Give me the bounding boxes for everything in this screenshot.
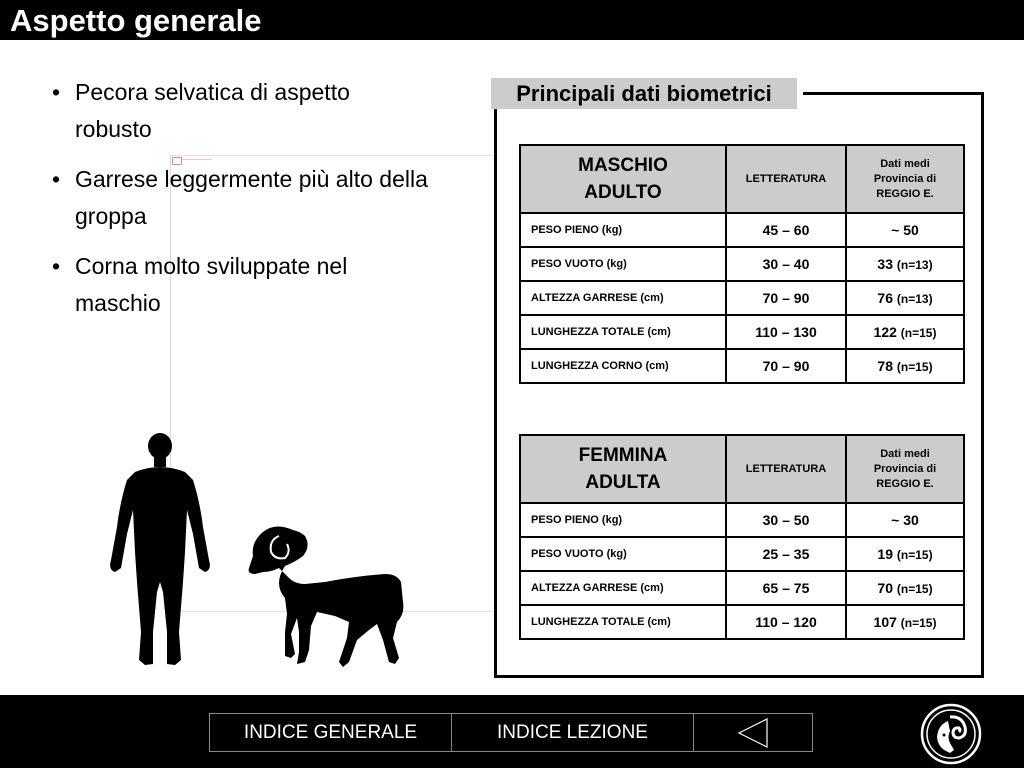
literature-value: 45 – 60 xyxy=(726,213,846,247)
column-header-line: REGGIO E. xyxy=(876,477,934,490)
literature-value: 65 – 75 xyxy=(726,571,846,605)
sample-size-note: (n=15) xyxy=(896,548,933,562)
province-value: 76 xyxy=(877,290,893,306)
bullet-text: Pecora selvatica di aspetto robusto xyxy=(75,79,350,142)
sample-size-note: (n=13) xyxy=(896,292,933,306)
sample-size-note: (n=13) xyxy=(896,258,933,272)
sample-size-note: (n=15) xyxy=(900,616,937,630)
female-biometrics-table xyxy=(519,434,965,640)
navigation-bar xyxy=(209,713,813,752)
province-value: 70 xyxy=(877,580,893,596)
literature-value: 110 – 130 xyxy=(726,315,846,349)
literature-value: 110 – 120 xyxy=(726,605,846,639)
bullet-item xyxy=(52,161,432,235)
bullet-list xyxy=(52,74,432,335)
general-index-button[interactable]: INDICE GENERALE xyxy=(210,714,452,751)
province-value: 122 xyxy=(873,324,897,340)
province-value-cell xyxy=(846,537,964,571)
province-value-cell xyxy=(846,571,964,605)
province-value: ~ 30 xyxy=(891,512,919,528)
bullet-marker: • xyxy=(52,79,61,105)
literature-value: 70 – 90 xyxy=(726,349,846,383)
row-label: PESO VUOTO (kg) xyxy=(520,247,726,281)
row-label: ALTEZZA GARRESE (cm) xyxy=(520,571,726,605)
province-value: 19 xyxy=(877,546,893,562)
column-header-line: Provincia di xyxy=(873,462,937,475)
panel-title: Principali dati biometrici xyxy=(516,81,772,106)
table-row xyxy=(520,247,964,281)
back-button[interactable] xyxy=(694,714,812,751)
province-value-cell xyxy=(846,213,964,247)
table-title-cell xyxy=(520,435,726,503)
table-row xyxy=(520,281,964,315)
row-label: LUNGHEZZA TOTALE (cm) xyxy=(520,315,726,349)
sample-size-note: (n=15) xyxy=(896,582,933,596)
column-header-literature: LETTERATURA xyxy=(726,435,846,503)
row-label: LUNGHEZZA CORNO (cm) xyxy=(520,349,726,383)
column-header-literature: LETTERATURA xyxy=(726,145,846,213)
row-label: PESO PIENO (kg) xyxy=(520,213,726,247)
table-row xyxy=(520,571,964,605)
table-row xyxy=(520,503,964,537)
panel-title-tab xyxy=(485,78,803,109)
human-silhouette-icon xyxy=(105,432,215,668)
table-header-row xyxy=(520,435,964,503)
table-row xyxy=(520,537,964,571)
column-header-line: Provincia di xyxy=(873,172,937,185)
literature-value: 30 – 50 xyxy=(726,503,846,537)
bullet-marker: • xyxy=(52,253,61,279)
sample-size-note: (n=15) xyxy=(900,326,937,340)
row-label: LUNGHEZZA TOTALE (cm) xyxy=(520,605,726,639)
table-title-line: ADULTA xyxy=(585,472,661,493)
table-row xyxy=(520,315,964,349)
row-label: PESO PIENO (kg) xyxy=(520,503,726,537)
literature-value: 30 – 40 xyxy=(726,247,846,281)
province-value: 78 xyxy=(877,358,893,374)
triangle-left-icon xyxy=(736,717,770,749)
column-header-line: Dati medi xyxy=(880,447,930,460)
row-label: ALTEZZA GARRESE (cm) xyxy=(520,281,726,315)
province-value-cell xyxy=(846,315,964,349)
ram-head-logo-icon xyxy=(920,703,982,765)
column-header-province xyxy=(846,435,964,503)
province-value: 107 xyxy=(873,614,897,630)
province-value-cell xyxy=(846,349,964,383)
bullet-text: Corna molto sviluppate nel maschio xyxy=(75,253,348,316)
table-row xyxy=(520,605,964,639)
bullet-marker: • xyxy=(52,166,61,192)
province-value-cell xyxy=(846,605,964,639)
table-title-line: MASCHIO xyxy=(578,155,668,176)
bullet-text: Garrese leggermente più alto della groppa xyxy=(75,166,428,229)
province-value: ~ 50 xyxy=(891,222,919,238)
bullet-item xyxy=(52,248,432,322)
table-row xyxy=(520,349,964,383)
male-biometrics-table xyxy=(519,144,965,384)
table-header-row xyxy=(520,145,964,213)
lesson-index-button[interactable]: INDICE LEZIONE xyxy=(452,714,694,751)
province-value-cell xyxy=(846,503,964,537)
province-value: 33 xyxy=(877,256,893,272)
table-title-cell xyxy=(520,145,726,213)
column-header-line: REGGIO E. xyxy=(876,187,934,200)
literature-value: 25 – 35 xyxy=(726,537,846,571)
title-bar xyxy=(0,0,1024,40)
literature-value: 70 – 90 xyxy=(726,281,846,315)
bullet-item xyxy=(52,74,432,148)
column-header-line: Dati medi xyxy=(880,157,930,170)
table-row xyxy=(520,213,964,247)
column-header-province xyxy=(846,145,964,213)
table-title-line: FEMMINA xyxy=(578,445,668,466)
row-label: PESO VUOTO (kg) xyxy=(520,537,726,571)
slide-title: Aspetto generale xyxy=(10,3,262,38)
table-title-line: ADULTO xyxy=(584,182,662,203)
province-value-cell xyxy=(846,247,964,281)
mouflon-silhouette-icon xyxy=(245,522,415,670)
sample-size-note: (n=15) xyxy=(896,360,933,374)
province-value-cell xyxy=(846,281,964,315)
